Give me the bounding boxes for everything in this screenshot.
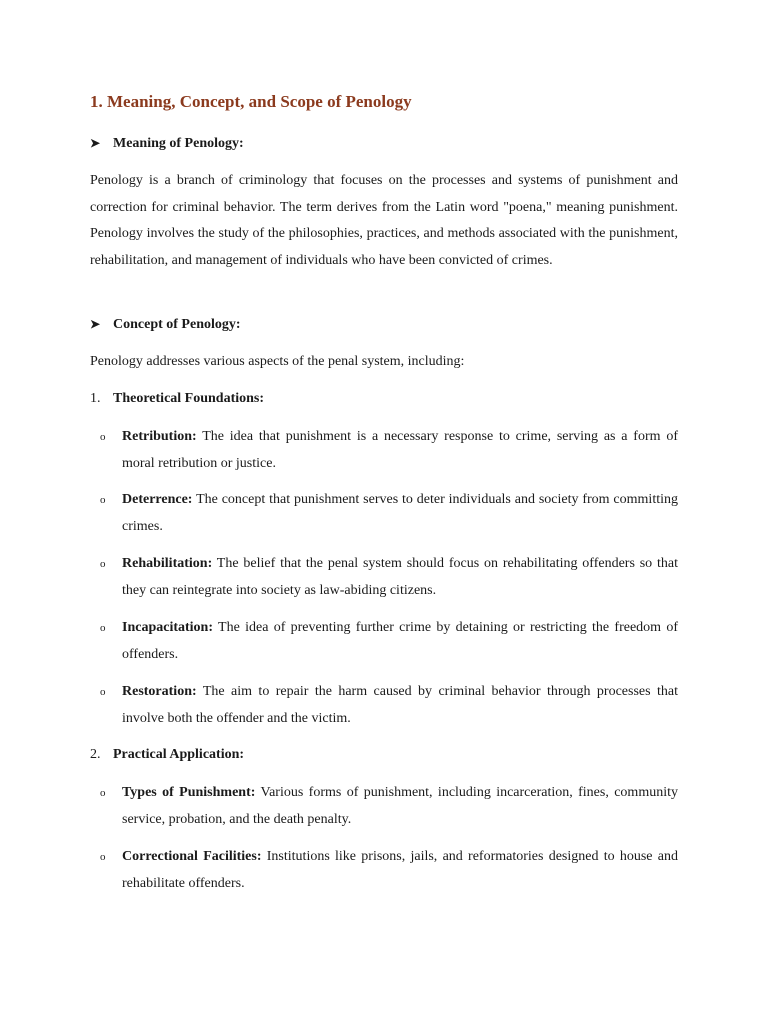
hollow-circle-icon: o [100, 622, 106, 634]
subheading-meaning [90, 136, 244, 152]
item-term: Rehabilitation: [122, 556, 213, 571]
meaning-paragraph: Penology is a branch of criminology that focuses on the processes and systems of punishment and correction for criminal behavior. The term derives from the Latin word "poena," meaning punishment. Penology involves the study of the philosophies, practices, and methods associated with the punishment, rehabilitation, and management of individuals who have been convicted of crimes. [90, 173, 678, 268]
hollow-circle-icon: o [100, 686, 106, 698]
item-term: Restoration: [122, 684, 197, 699]
subheading-concept [90, 317, 241, 333]
hollow-circle-icon: o [100, 851, 106, 863]
list-item [90, 551, 678, 604]
item-term: Deterrence: [122, 492, 193, 507]
item-term: Correctional Facilities: [122, 849, 262, 864]
hollow-circle-icon: o [100, 558, 106, 570]
arrowhead-icon: ➤ [90, 317, 101, 331]
subheading-label: Concept of Penology: [113, 317, 241, 332]
section-title: 1. Meaning, Concept, and Scope of Penology [90, 92, 412, 111]
item-text: The aim to repair the harm caused by criminal behavior through processes that involve both the offender and the victim. [122, 684, 678, 726]
list-number: 2. [90, 747, 101, 762]
numbered-heading [90, 391, 264, 407]
numbered-heading [90, 747, 244, 763]
item-text: The idea of preventing further crime by detaining or restricting the freedom of offenders. [122, 620, 678, 662]
item-text: The idea that punishment is a necessary response to crime, serving as a form of moral retribution or justice. [122, 429, 678, 471]
subheading-label: Meaning of Penology: [113, 136, 244, 151]
list-item [90, 487, 678, 540]
concept-intro: Penology addresses various aspects of the penal system, including: [90, 354, 465, 369]
list-item [90, 424, 678, 477]
item-term: Retribution: [122, 429, 197, 444]
list-item [90, 780, 678, 833]
item-term: Types of Punishment: [122, 785, 256, 800]
numbered-heading-label: Theoretical Foundations: [113, 391, 265, 406]
numbered-heading-label: Practical Application: [113, 747, 245, 762]
list-item [90, 844, 678, 897]
hollow-circle-icon: o [100, 431, 106, 443]
item-text: Various forms of punishment, including incarceration, fines, community service, probation, and the death penalty. [122, 785, 678, 827]
item-text: Institutions like prisons, jails, and reformatories designed to house and rehabilitate offenders. [122, 849, 678, 891]
list-number: 1. [90, 391, 101, 406]
list-item [90, 679, 678, 732]
hollow-circle-icon: o [100, 787, 106, 799]
arrowhead-icon: ➤ [90, 136, 101, 150]
item-text: The concept that punishment serves to deter individuals and society from committing crimes. [122, 492, 678, 534]
item-text: The belief that the penal system should focus on rehabilitating offenders so that they can reintegrate into society as law-abiding citizens. [122, 556, 678, 598]
hollow-circle-icon: o [100, 494, 106, 506]
list-item [90, 615, 678, 668]
item-term: Incapacitation: [122, 620, 213, 635]
